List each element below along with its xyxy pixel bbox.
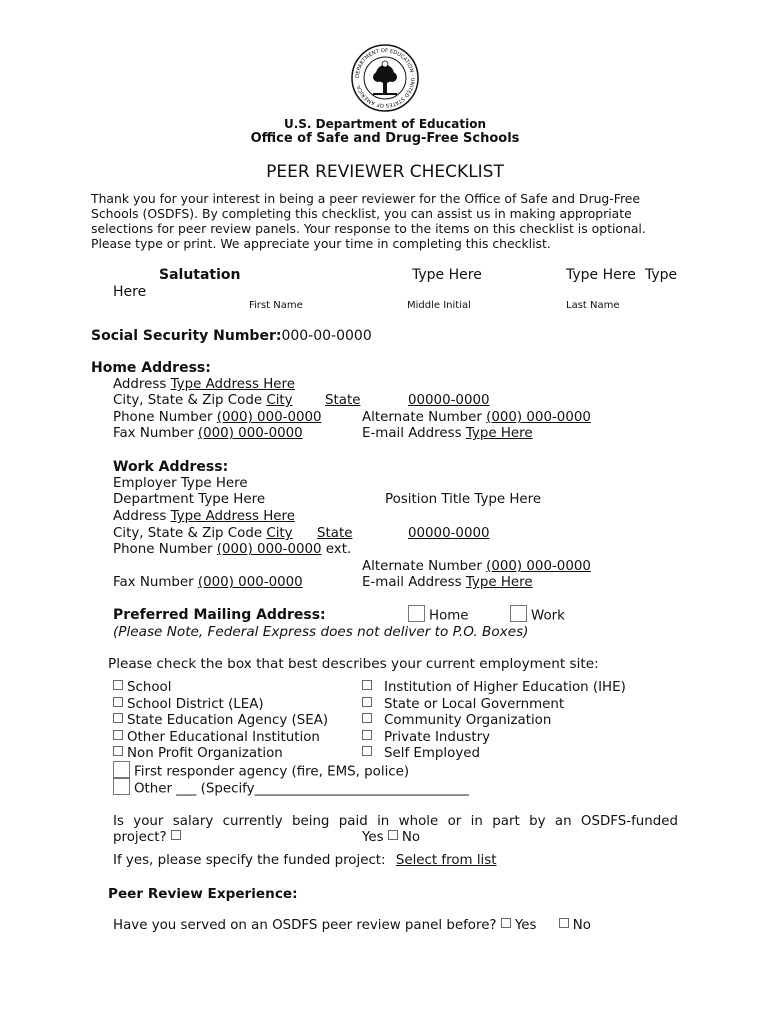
checkbox[interactable] (113, 746, 123, 756)
funded-project-dropdown[interactable]: Select from list (395, 853, 497, 868)
employment-option[interactable]: School (113, 680, 328, 697)
work-email-row: E-mail Address Type Here (362, 575, 533, 590)
home-email-row: E-mail Address Type Here (362, 426, 533, 441)
home-phone-row: Phone Number (000) 000-0000 (113, 410, 322, 425)
employment-option[interactable]: Private Industry (362, 730, 626, 747)
work-phone-field[interactable]: (000) 000-0000 (216, 542, 322, 557)
middle-initial-label: Middle Initial (407, 300, 471, 311)
home-alt-field[interactable]: (000) 000-0000 (486, 410, 591, 425)
employment-option[interactable]: Community Organization (362, 713, 626, 730)
department-seal (351, 44, 419, 112)
experience-question-row: Have you served on an OSDFS peer review panel before? Yes No (113, 918, 591, 933)
first-responder-option[interactable]: First responder agency (fire, EMS, police) (113, 763, 409, 780)
position-title-field[interactable]: Position Title Type Here (385, 492, 542, 507)
experience-question: Have you served on an OSDFS peer review panel before? (113, 918, 497, 933)
checkbox[interactable] (362, 746, 372, 756)
work-address-heading: Work Address: (113, 459, 229, 475)
mailing-note: (Please Note, Federal Express does not deliver to P.O. Boxes) (113, 624, 529, 640)
work-city-field[interactable]: City (266, 526, 293, 541)
first-responder-checkbox[interactable] (113, 761, 130, 778)
home-address-heading: Home Address: (91, 360, 211, 376)
last-name-label: Last Name (566, 300, 620, 311)
ssn-label: Social Security Number: (91, 328, 282, 344)
home-city-field[interactable]: City (266, 393, 293, 408)
work-fax-row: Fax Number (000) 000-0000 (113, 575, 303, 590)
home-fax-field[interactable]: (000) 000-0000 (197, 426, 303, 441)
home-email-field[interactable]: Type Here (465, 426, 533, 441)
home-address-field[interactable]: Type Address Here (170, 377, 295, 392)
employment-option[interactable]: Self Employed (362, 746, 626, 763)
page-title: PEER REVIEWER CHECKLIST (266, 162, 504, 182)
home-csz-row: City, State & Zip Code City (113, 393, 293, 408)
salary-no-label: No (401, 830, 421, 845)
home-address-row: Address Type Address Here (113, 377, 295, 392)
work-csz-row: City, State & Zip Code City (113, 526, 293, 541)
checkbox[interactable] (362, 713, 372, 723)
salary-question-cont: project? (113, 830, 185, 845)
checkbox[interactable] (362, 730, 372, 740)
salary-no-checkbox[interactable] (388, 830, 398, 840)
employment-left-list (113, 680, 328, 763)
intro-paragraph: Thank you for your interest in being a peer reviewer for the Office of Safe and Drug-Free Schools (OSDFS). By completing this checklist, you can assist us in making appropriate selections for peer review panels. Your response to the items on this checklist is optional. Please type or print. We appreciate your time in completing this checklist. (91, 191, 646, 251)
employment-right-list (362, 680, 626, 763)
last-name-wrap: Here (113, 284, 147, 300)
home-state-field[interactable]: State (325, 393, 361, 408)
employment-option[interactable]: State Education Agency (SEA) (113, 713, 328, 730)
sun-icon (382, 61, 388, 67)
checkbox[interactable] (362, 697, 372, 707)
first-name-label: First Name (249, 300, 303, 311)
work-address-field[interactable]: Type Address Here (170, 509, 295, 524)
experience-heading: Peer Review Experience: (108, 886, 298, 902)
mailing-work-checkbox[interactable] (510, 605, 527, 622)
seal-text: DEPARTMENT OF EDUCATION · UNITED STATES OF AMERICA (354, 47, 416, 109)
work-zip-field[interactable]: 00000-0000 (408, 526, 490, 541)
department-name: U.S. Department of Education (283, 117, 487, 131)
checkbox[interactable] (362, 680, 372, 690)
employment-option[interactable]: Institution of Higher Education (IHE) (362, 680, 626, 697)
home-phone-field[interactable]: (000) 000-0000 (216, 410, 322, 425)
mailing-home-checkbox[interactable] (408, 605, 425, 622)
employment-prompt: Please check the box that best describes your current employment site: (108, 656, 599, 672)
employment-option[interactable]: Other Educational Institution (113, 730, 328, 747)
employment-option[interactable]: School District (LEA) (113, 697, 328, 714)
first-name-field[interactable]: Type Here (412, 267, 482, 283)
last-name-field[interactable]: Type (645, 267, 678, 283)
checkbox[interactable] (113, 713, 123, 723)
experience-yes-checkbox[interactable] (501, 918, 511, 928)
other-checkbox[interactable] (113, 778, 130, 795)
ssn-row (91, 328, 372, 344)
funded-project-row: If yes, please specify the funded project: Select from list (113, 853, 497, 868)
work-alt-row: Alternate Number (000) 000-0000 (362, 559, 591, 574)
home-alt-row: Alternate Number (000) 000-0000 (362, 410, 591, 425)
department-field[interactable]: Department Type Here (113, 492, 266, 507)
other-option[interactable]: Other ___ (Specify________________________________ (113, 780, 469, 797)
work-phone-row: Phone Number (000) 000-0000 ext. (113, 542, 352, 557)
checkbox[interactable] (113, 680, 123, 690)
mailing-home-option[interactable]: Home (408, 607, 469, 624)
mailing-work-option[interactable]: Work (510, 607, 565, 624)
home-zip-field[interactable]: 00000-0000 (408, 393, 490, 408)
checkbox[interactable] (113, 730, 123, 740)
ssn-field[interactable]: 000-00-0000 (281, 328, 372, 344)
experience-no-checkbox[interactable] (559, 918, 569, 928)
work-email-field[interactable]: Type Here (465, 575, 533, 590)
salary-checkbox[interactable] (171, 830, 181, 840)
salary-question: Is your salary currently being paid in whole or in part by an OSDFS-funded (113, 814, 678, 829)
mailing-label: Preferred Mailing Address: (113, 607, 326, 623)
office-name: Office of Safe and Drug-Free Schools (250, 131, 520, 146)
ext-label: ext. (325, 542, 352, 557)
work-state-field[interactable]: State (317, 526, 353, 541)
salutation-field[interactable]: Salutation (159, 267, 241, 283)
middle-initial-field[interactable]: Type Here (566, 267, 636, 283)
employment-option[interactable]: State or Local Government (362, 697, 626, 714)
work-fax-field[interactable]: (000) 000-0000 (197, 575, 303, 590)
checkbox[interactable] (113, 697, 123, 707)
salary-yes-no (362, 830, 420, 845)
work-alt-field[interactable]: (000) 000-0000 (486, 559, 591, 574)
home-fax-row: Fax Number (000) 000-0000 (113, 426, 303, 441)
salary-yes-label: Yes (362, 830, 384, 845)
employment-option[interactable]: Non Profit Organization (113, 746, 328, 763)
employer-field[interactable]: Employer Type Here (113, 476, 248, 491)
work-address-row: Address Type Address Here (113, 509, 295, 524)
